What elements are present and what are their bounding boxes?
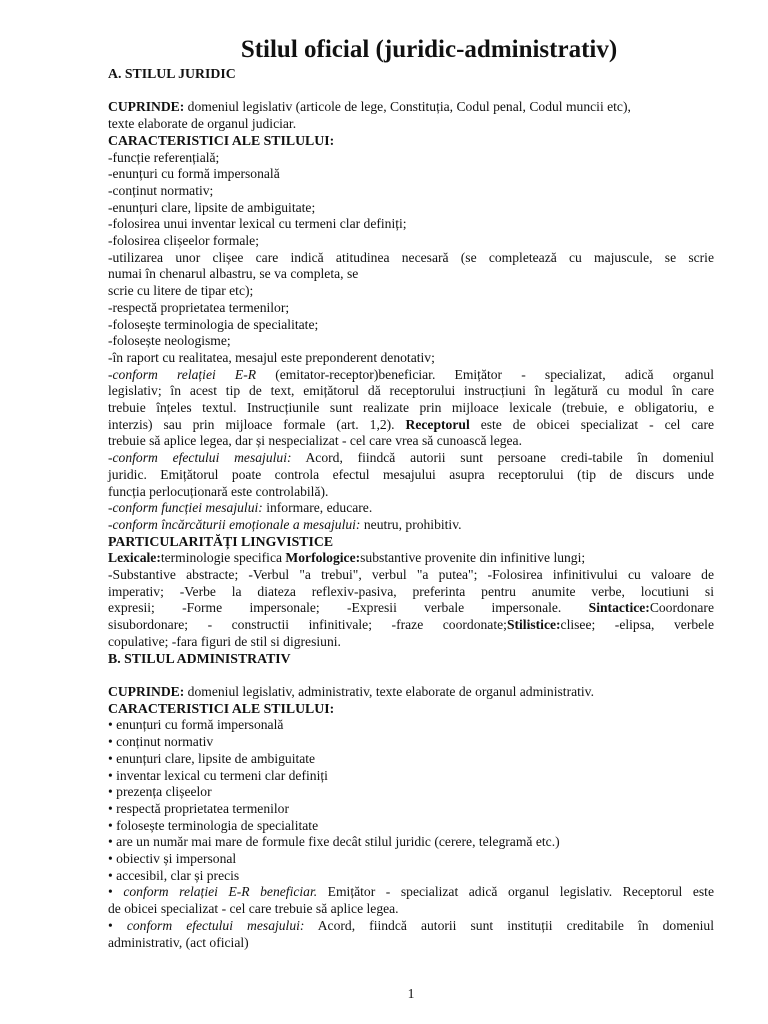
particularitati-heading: PARTICULARITĂȚI LINGVISTICE: [108, 533, 334, 549]
caracteristici-b-heading: CARACTERISTICI ALE STILULUI:: [108, 700, 335, 716]
efect-mesaj-b-label: conform efectului mesajului:: [126, 917, 305, 933]
list-item: • prezența clișeelor: [108, 784, 212, 800]
incarcatura-label: -conform încărcăturii emoționale a mesajului:: [108, 516, 361, 532]
list-item: • folosește terminologia de specialitate: [108, 817, 319, 833]
bullet: •: [108, 884, 124, 900]
particularitati-line: [108, 600, 714, 617]
efect-mesaj-b-line: administrativ, (act oficial): [108, 934, 249, 950]
efect-mesaj-text: Acord, fiindcă autorii sunt persoane credi-tabile în domeniul: [291, 450, 714, 466]
relatie-er-text: interzis) sau prin mijloace formale (art. 1,2).: [108, 416, 406, 432]
sintactice-text: Coordonare: [649, 600, 714, 616]
list-item: • are un număr mai mare de formule fixe decât stilul juridic (cerere, telegramă etc.): [108, 834, 560, 850]
efect-mesaj-b-text: Acord, fiindcă autorii sunt instituții creditabile în domeniul: [304, 917, 714, 933]
relatie-er-line: [108, 417, 714, 434]
list-item: -în raport cu realitatea, mesajul este preponderent denotativ;: [108, 349, 435, 365]
cuprinde-label: CUPRINDE:: [108, 683, 185, 699]
list-item: -respectă proprietatea termenilor;: [108, 299, 290, 315]
list-item: • obiectiv și impersonal: [108, 851, 237, 867]
morfologice-text: substantive provenite din infinitive lungi;: [360, 550, 586, 566]
list-item: -folosirea clișeelor formale;: [108, 233, 259, 249]
incarcatura-line: [108, 517, 714, 534]
efect-mesaj-label: -conform efectului mesajului:: [108, 450, 292, 466]
list-item: -conținut normativ;: [108, 182, 214, 198]
list-item: • inventar lexical cu termeni clar definiți: [108, 767, 328, 783]
sintactice-label: Sintactice:: [588, 600, 650, 616]
bullet: •: [108, 917, 127, 933]
morfologice-label: Morfologice:: [285, 550, 361, 566]
list-item: -folosește neologisme;: [108, 333, 231, 349]
list-item: scrie cu litere de tipar etc);: [108, 283, 254, 299]
relatie-er-b-line: de obicei specializat - cel care trebuie să aplice legea.: [108, 901, 399, 917]
particularitati-text: sisubordonare; - constructii infinitivale; -fraze coordonate;: [108, 617, 507, 633]
relatie-er-b-text: Emițător - specializat adică organul legislativ. Receptorul este: [317, 884, 714, 900]
relatie-er-line: trebuie înțeles textul. Instrucțiunile sunt realizate prin mijloace lexicale (trebuie, e obligatoriu, e: [108, 400, 714, 416]
receptorul-label: Receptorul: [405, 416, 470, 432]
stilistice-text: clisee; -elipsa, verbele: [560, 617, 714, 633]
cuprinde-a-line-2: texte elaborate de organul judiciar.: [108, 116, 297, 132]
cuprinde-b-line: [108, 684, 714, 701]
incarcatura-text: neutru, prohibitiv.: [360, 516, 462, 532]
cuprinde-b-text: domeniul legislativ, administrativ, texte elaborate de organul administrativ.: [184, 683, 594, 699]
efect-mesaj-line: funcția perlocuționară este controlabilă).: [108, 483, 329, 499]
cuprinde-a-line: [108, 99, 714, 116]
list-item: -folosirea unui inventar lexical cu termeni clar definiți;: [108, 216, 407, 232]
list-item: -enunțuri clare, lipsite de ambiguitate;: [108, 199, 316, 215]
particularitati-line: -Substantive abstracte; -Verbul "a trebui", verbul "a putea"; -Folosirea infinitivului cu valoare de: [108, 567, 714, 583]
list-item: -enunțuri cu formă impersonală: [108, 166, 280, 182]
particularitati-line: copulative; -fara figuri de stil si digresiuni.: [108, 633, 341, 649]
section-a-heading: A. STILUL JURIDIC: [108, 66, 236, 81]
blank-line: [108, 667, 714, 684]
list-item: -folosește terminologia de specialitate;: [108, 316, 319, 332]
cuprinde-label: CUPRINDE:: [108, 99, 185, 115]
relatie-er-line: trebuie să aplice legea, dar și nespecializat - cel care vrea să cunoască legea.: [108, 433, 522, 449]
stilistice-label: Stilistice:: [506, 617, 561, 633]
caracteristici-a-heading: CARACTERISTICI ALE STILULUI:: [108, 132, 335, 148]
particularitati-line: [108, 617, 714, 634]
functie-mesaj-label: -conform funcției mesajului:: [108, 500, 263, 516]
efect-mesaj-line: juridic. Emițătorul poate controla efectul mesajului asupra receptorului (tip de discurs unde: [108, 466, 714, 482]
document-page: [108, 34, 714, 951]
efect-mesaj-line: [108, 450, 714, 467]
relatie-er-b-line: [108, 884, 714, 901]
list-item: • enunțuri cu formă impersonală: [108, 717, 284, 733]
particularitati-line: [108, 550, 714, 567]
cuprinde-a-text: domeniul legislativ (articole de lege, Constituția, Codul penal, Codul muncii etc),: [184, 99, 631, 115]
relatie-er-line: legislativ; în acest tip de text, emițătorul dă receptorului instrucțiuni în legătură cu modul în care: [108, 383, 714, 399]
relatie-er-b-label: conform relației E-R beneficiar.: [123, 884, 318, 900]
particularitati-line: imperativ; -Verbe la diateza reflexiv-pasiva, preferinta pentru anumite verbe, locutiuni si: [108, 583, 714, 599]
relatie-er-label: -conform relației E-R: [108, 366, 257, 382]
page-number: 1: [407, 986, 415, 1001]
section-b-heading: B. STILUL ADMINISTRATIV: [108, 650, 291, 666]
list-item: • accesibil, clar și precis: [108, 867, 240, 883]
blank-line: [108, 83, 714, 100]
relatie-er-text: (emitator-receptor)beneficiar. Emițător - specializat, adică organul: [256, 366, 714, 382]
lexicale-text: terminologie specifica: [160, 550, 286, 566]
list-item: -funcție referențială;: [108, 149, 220, 165]
list-item: numai în chenarul albastru, se va completa, se: [108, 266, 359, 282]
functie-mesaj-text: informare, educare.: [262, 500, 373, 516]
lexicale-label: Lexicale:: [108, 550, 161, 566]
efect-mesaj-b-line: [108, 918, 714, 935]
page-title: Stilul oficial (juridic-administrativ): [240, 36, 618, 63]
list-item: • conținut normativ: [108, 734, 214, 750]
particularitati-text: expresii; -Forme impersonale; -Expresii verbale impersonale.: [108, 600, 589, 616]
relatie-er-line: [108, 367, 714, 384]
relatie-er-text: este de obicei specializat - cel care: [469, 416, 714, 432]
list-item: • enunțuri clare, lipsite de ambiguitate: [108, 750, 316, 766]
functie-mesaj-line: [108, 500, 714, 517]
list-item: -utilizarea unor clișee care indică atitudinea necesară (se completează cu majuscule, se scrie: [108, 249, 714, 265]
list-item: • respectă proprietatea termenilor: [108, 800, 290, 816]
